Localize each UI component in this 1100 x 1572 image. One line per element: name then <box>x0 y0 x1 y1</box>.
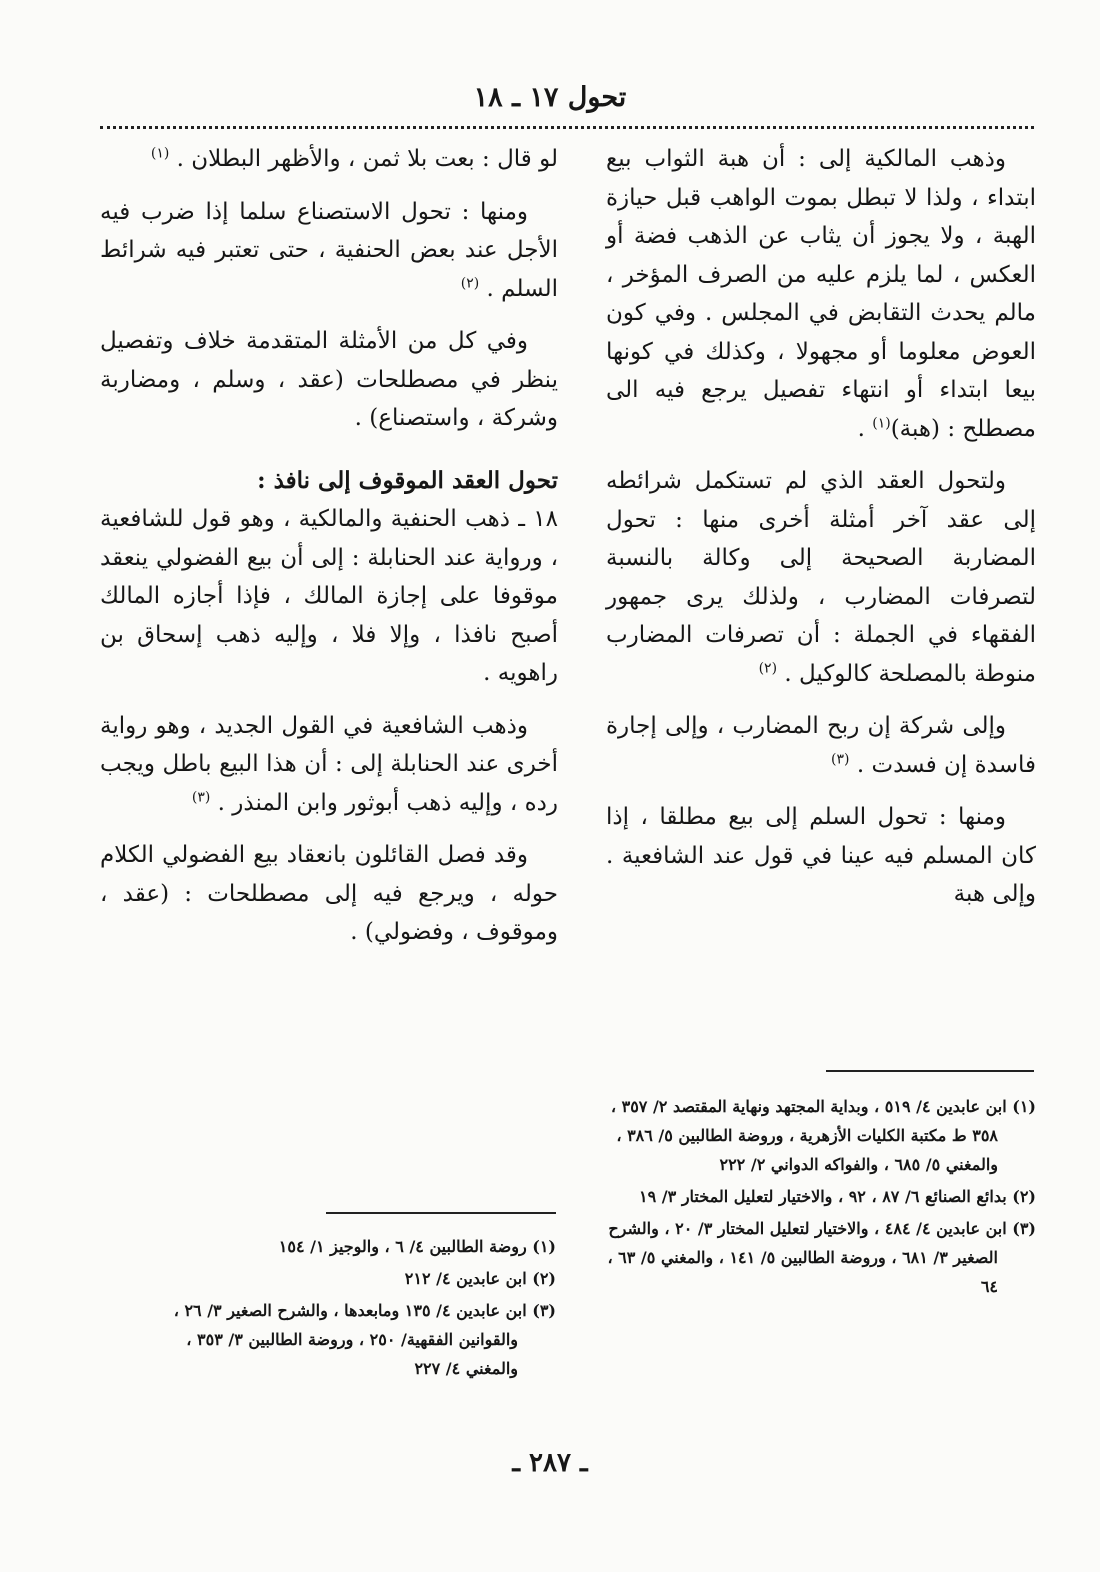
footnote-right-1: (١) ابن عابدين ٤/ ٥١٩ ، وبداية المجتهد ونهاية المقتصد ٢/ ٣٥٧ ، ٣٥٨ ط مكتبة الكليات الأزهرية ، وروضة الطالبين ٥/ ٣٨٦ ، والمغني ٥/ ٦٨٥ ، والفواكه الدواني ٢/ ٢٢٢ <box>610 1097 1036 1174</box>
footnote-separator-right <box>826 1070 1034 1072</box>
footnote-left-2: (٢) ابن عابدين ٤/ ٢١٢ <box>404 1269 556 1288</box>
footnote-marker: (٢) <box>758 659 778 676</box>
footnote-marker: (٣) <box>191 788 211 805</box>
right-paragraph-1: وذهب المالكية إلى : أن هبة الثواب بيع ابتداء ، ولذا لا تبطل بموت الواهب قبل حيازة الهبة ، ولا يجوز أن يثاب عن الذهب فضة أو العكس ، لما يلزم عليه من الصرف المؤخر ، مالم يحدث التقابض في المجلس . وفي كون العوض معلوما أو مجهولا ، وكذلك في كونها بيعا ابتداء أو انتهاء تفصيل يرجع فيه الى مصطلح : (هبة)$^{(١)}$ . <box>606 146 1036 442</box>
right-paragraph-2: ولتحول العقد الذي لم تستكمل شرائطه إلى عقد آخر أمثلة أخرى منها : تحول المضاربة الصحيحة إلى وكالة بالنسبة لتصرفات المضارب ، ولذلك يرى جمهور الفقهاء في الجملة : أن تصرفات المضارب منوطة بالمصلحة كالوكيل . $^{(٢)}$ <box>606 468 1036 687</box>
left-paragraph-4: ١٨ ـ ذهب الحنفية والمالكية ، وهو قول للشافعية ، ورواية عند الحنابلة : إلى أن بيع الفضولي ينعقد موقوفا على إجازة المالك ، فإذا أجازه المالك أصبح نافذا ، وإلا فلا ، وإليه ذهب إسحاق بن راهويه . <box>100 506 558 686</box>
footnote-marker: (٢) <box>460 274 480 291</box>
footnote-marker: (٣) <box>831 750 850 767</box>
footnote-left-3: (٣) ابن عابدين ٤/ ١٣٥ ومابعدها ، والشرح الصغير ٣/ ٢٦ ، والقوانين الفقهية/ ٢٥٠ ، وروضة الطالبين ٣/ ٣٥٣ ، والمغني ٤/ ٢٢٧ <box>173 1301 556 1378</box>
left-paragraph-3: وفي كل من الأمثلة المتقدمة خلاف وتفصيل ينظر في مصطلحات (عقد ، وسلم ، ومضاربة وشركة ، واستصناع) . <box>100 328 558 431</box>
footnote-left-1: (١) روضة الطالبين ٤/ ٦ ، والوجيز ١/ ١٥٤ <box>278 1237 556 1256</box>
section-heading: تحول العقد الموقوف إلى نافذ : <box>257 466 558 494</box>
footnote-right-3: (٣) ابن عابدين ٤/ ٤٨٤ ، والاختيار لتعليل المختار ٣/ ٢٠ ، والشرح الصغير ٣/ ٦٨١ ، وروضة الطالبين ٥/ ١٤١ ، والمغني ٥/ ٦٣ ، ٦٤ <box>607 1219 1036 1296</box>
page-header-title: تحول ١٧ ـ ١٨ <box>473 82 627 113</box>
left-paragraph-2: ومنها : تحول الاستصناع سلما إذا ضرب فيه الأجل عند بعض الحنفية ، حتى تعتبر فيه شرائط السلم . $^{(٢)}$ <box>100 198 558 302</box>
footnotes-right <box>606 1092 1036 1304</box>
page-number: ـ ٢٨٧ ـ <box>512 1448 588 1478</box>
left-column <box>100 140 558 966</box>
left-paragraph-1: لو قال : بعت بلا ثمن ، والأظهر البطلان . $^{(١)}$ <box>150 145 558 172</box>
right-column <box>606 140 1036 928</box>
right-paragraph-3: وإلى شركة إن ربح المضارب ، وإلى إجارة فاسدة إن فسدت . $^{(٣)}$ <box>606 713 1036 778</box>
footnotes-left <box>150 1232 556 1386</box>
footnote-marker: (١) <box>150 145 170 162</box>
header-dotted-rule <box>100 126 1034 129</box>
left-paragraph-5: وذهب الشافعية في القول الجديد ، وهو رواية أخرى عند الحنابلة إلى : أن هذا البيع باطل ويجب رده ، وإليه ذهب أبوثور وابن المنذر . $^{(٣)}$ <box>100 712 558 816</box>
footnote-separator-left <box>326 1212 556 1214</box>
footnote-marker: (١) <box>872 414 891 431</box>
left-paragraph-6: وقد فصل القائلون بانعقاد بيع الفضولي الكلام حوله ، ويرجع فيه إلى مصطلحات : (عقد ، وموقوف ، وفضولي) . <box>100 842 558 945</box>
right-paragraph-4: ومنها : تحول السلم إلى بيع مطلقا ، إذا كان المسلم فيه عينا في قول عند الشافعية . وإلى هبة <box>606 804 1036 907</box>
footnote-right-2: (٢) بدائع الصنائع ٦/ ٨٧ ، ٩٢ ، والاختيار لتعليل المختار ٣/ ١٩ <box>639 1187 1036 1206</box>
